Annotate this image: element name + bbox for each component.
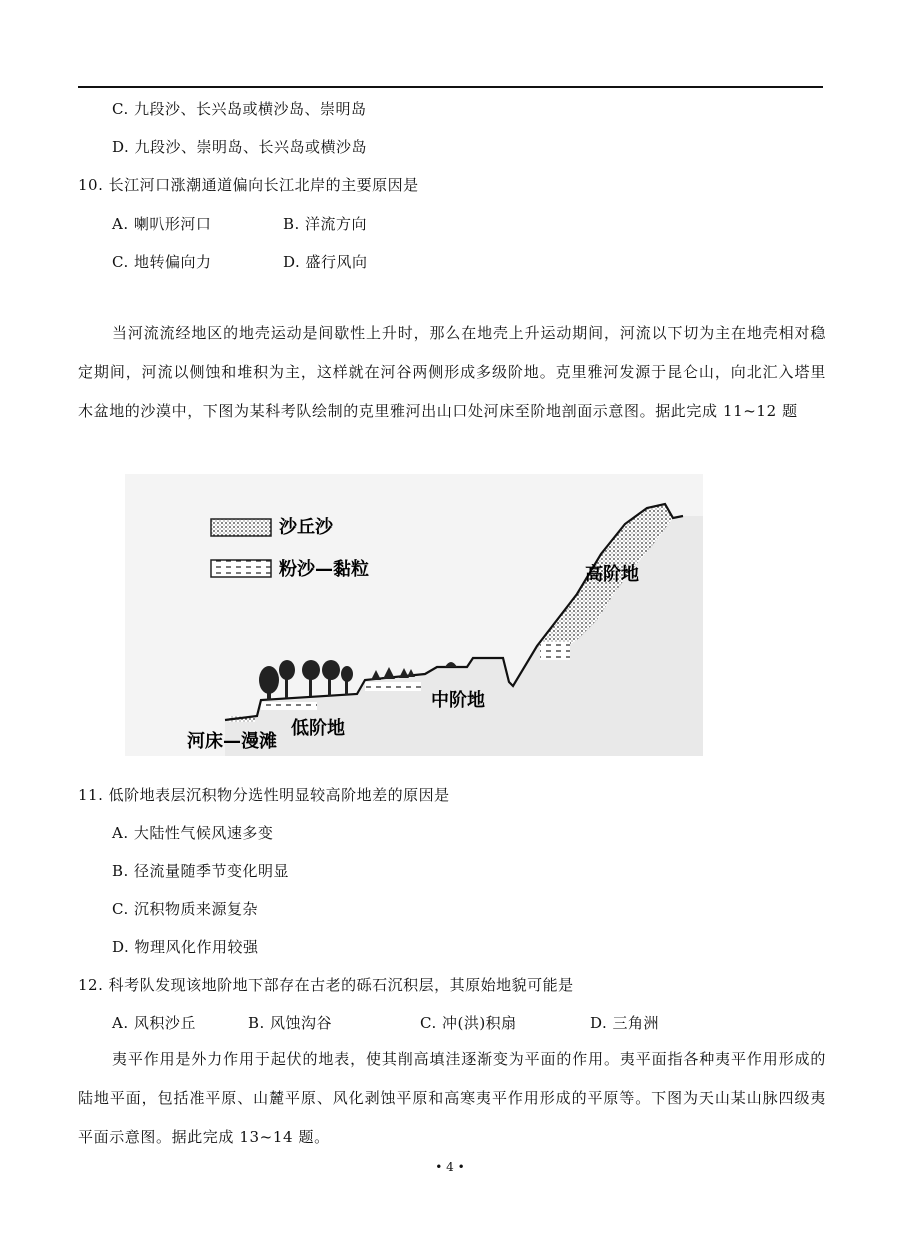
- q10-option-b: B. 洋流方向: [283, 215, 368, 233]
- legend-sand-swatch: [211, 519, 271, 536]
- q11-stem: 11. 低阶地表层沉积物分选性明显较高阶地差的原因是: [78, 786, 450, 804]
- q11-option-c: C. 沉积物质来源复杂: [112, 900, 258, 918]
- label-high-terrace: 高阶地: [585, 564, 639, 585]
- page-number: • 4 •: [435, 1160, 465, 1174]
- legend-silt-swatch: [211, 560, 271, 577]
- q11-option-b: B. 径流量随季节变化明显: [112, 862, 290, 880]
- legend-sand-label: 沙丘沙: [279, 517, 333, 538]
- mid-terrace-silt-layer: [365, 682, 421, 691]
- passage-terraces: 当河流流经地区的地壳运动是间歇性上升时，那么在地壳上升运动期间，河流以下切为主在地壳相对稳定期间，河流以侧蚀和堆积为主，这样就在河谷两侧形成多级阶地。克里雅河发源于昆仑山，向北汇入塔里木盆地的沙漠中，下图为某科考队绘制的克里雅河出山口处河床至阶地剖面示意图。据此完成 11~12 题: [78, 324, 826, 420]
- label-mid-terrace: 中阶地: [431, 690, 485, 711]
- q12-option-a: A. 风积沙丘: [112, 1014, 196, 1032]
- q10-option-c: C. 地转偏向力: [112, 253, 212, 271]
- label-riverbed-floodplain: 河床—漫滩: [187, 731, 277, 752]
- label-low-terrace: 低阶地: [291, 718, 345, 739]
- q12-option-c: C. 冲(洪)积扇: [420, 1014, 517, 1032]
- q11-option-d: D. 物理风化作用较强: [112, 938, 259, 956]
- q9-option-d: D. 九段沙、崇明岛、长兴岛或横沙岛: [112, 138, 368, 156]
- header-rule: [78, 86, 823, 88]
- passage-planation: 夷平作用是外力作用于起伏的地表，使其削高填洼逐渐变为平面的作用。夷平面指各种夷平作用形成的陆地平面，包括准平原、山麓平原、风化剥蚀平原和高寒夷平作用形成的平原等。下图为天山某山脉四级夷平面示意图。据此完成 13~14 题。: [78, 1050, 826, 1146]
- high-terrace-silt-layer: [540, 642, 570, 660]
- q10-stem: 10. 长江河口涨潮通道偏向长江北岸的主要原因是: [78, 176, 419, 194]
- q12-stem: 12. 科考队发现该地阶地下部存在古老的砾石沉积层，其原始地貌可能是: [78, 976, 574, 994]
- q12-option-b: B. 风蚀沟谷: [248, 1014, 333, 1032]
- q10-option-a: A. 喇叭形河口: [112, 215, 212, 233]
- legend-silt-label: 粉沙—黏粒: [279, 559, 369, 580]
- low-terrace-silt-layer: [261, 702, 317, 710]
- q9-option-c: C. 九段沙、长兴岛或横沙岛、崇明岛: [112, 100, 367, 118]
- q10-option-d: D. 盛行风向: [283, 253, 368, 271]
- q11-option-a: A. 大陆性气候风速多变: [112, 824, 274, 842]
- terrace-profile-diagram: [125, 474, 703, 756]
- q12-option-d: D. 三角洲: [590, 1014, 660, 1032]
- river-terrace-profile-figure: [125, 474, 703, 756]
